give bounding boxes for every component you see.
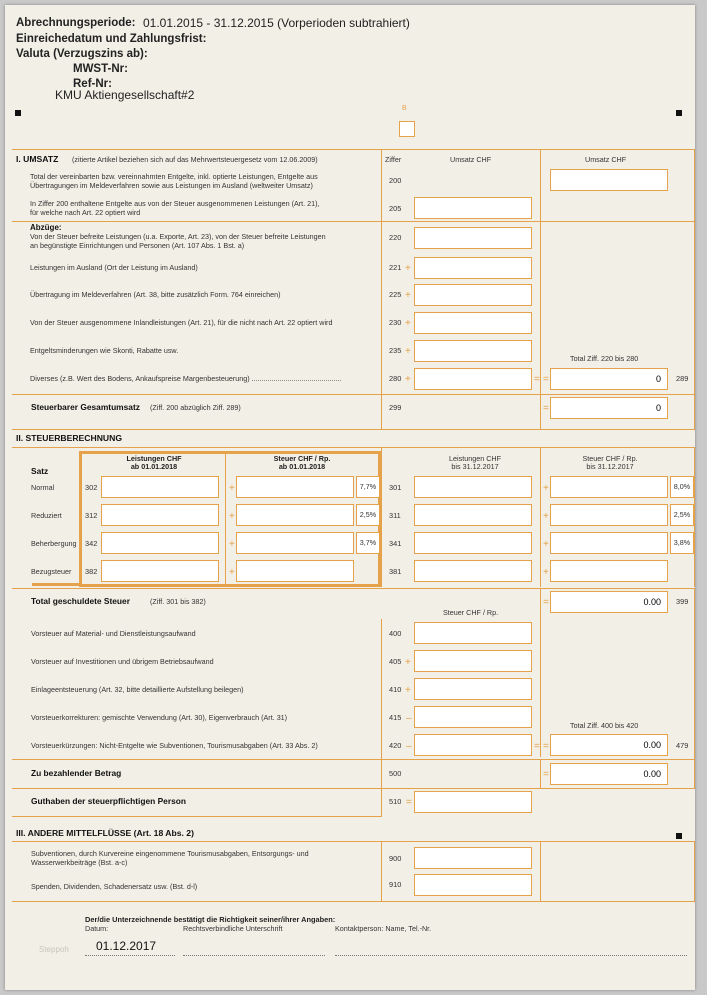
sec1-line-2 — [12, 394, 695, 395]
row-200-text-a: Total der vereinbarten bzw. vereinnahmten Entgelte, inkl. optierte Leistungen, Entgelte aus — [30, 172, 318, 181]
field-420[interactable] — [414, 734, 532, 756]
sec2-title: II. STEUERBERECHNUNG — [16, 433, 122, 443]
sec3-title: III. ANDERE MITTELFLÜSSE (Art. 18 Abs. 2) — [16, 828, 194, 838]
sec2-right-border — [694, 447, 695, 587]
faint-watermark-text: Steppoh — [39, 945, 69, 954]
field-302-tax[interactable] — [236, 476, 354, 498]
row-500-title: Zu bezahlender Betrag — [31, 768, 122, 778]
plus-icon: + — [405, 374, 411, 385]
plus-icon: + — [229, 539, 235, 550]
plus-icon: + — [229, 567, 235, 578]
row-415-text: Vorsteuerkorrekturen: gemischte Verwendung (Art. 30), Eigenverbrauch (Art. 31) — [31, 713, 288, 722]
field-312-tax[interactable] — [236, 504, 354, 526]
new-rates-frame-tail — [32, 583, 82, 586]
company-name: KMU Aktiengesellschaft#2 — [55, 88, 195, 102]
sec2-line-510 — [12, 788, 695, 789]
new-rates-divider — [225, 454, 226, 584]
row-510-title: Guthaben der steuerpflichtigen Person — [31, 796, 186, 806]
registration-mark-left — [15, 110, 21, 116]
field-299[interactable]: 0 — [550, 397, 668, 419]
date-value[interactable]: 01.12.2017 — [96, 939, 157, 953]
col-umsatz-2: Umsatz CHF — [585, 155, 627, 164]
hdr-steuer-2018-b: ab 01.01.2018 — [278, 462, 326, 471]
field-301[interactable] — [414, 476, 532, 498]
code-410: 410 — [389, 685, 402, 694]
plus-icon: + — [405, 346, 411, 357]
plus-icon: + — [405, 657, 411, 668]
rate-342: 3,7% — [356, 532, 380, 554]
code-500: 500 — [389, 769, 402, 778]
plus-icon: + — [405, 685, 411, 696]
code-312: 312 — [85, 511, 98, 520]
field-400[interactable] — [414, 622, 532, 644]
steuer-header: Steuer CHF / Rp. — [443, 608, 499, 617]
unterschrift-label: Rechtsverbindliche Unterschrift — [183, 924, 283, 933]
code-910: 910 — [389, 880, 402, 889]
field-225[interactable] — [414, 284, 532, 306]
rate-312: 2,5% — [356, 504, 380, 526]
row-220-text-b: an begünstigte Einrichtungen und Personen (Art. 107 Abs. 1 Bst. a) — [30, 241, 245, 250]
rate-label-reduziert: Reduziert — [31, 511, 62, 520]
row-200-code: 200 — [389, 176, 402, 185]
plus-icon: + — [543, 511, 549, 522]
minus-icon: – — [406, 713, 412, 724]
field-311-tax[interactable] — [550, 504, 668, 526]
sec3-bottom-line — [12, 901, 695, 902]
code-405: 405 — [389, 657, 402, 666]
row-900-text-a: Subventionen, durch Kurvereine eingenommene Tourismusabgaben, Entsorgungs- und — [31, 849, 309, 858]
sec1-title: I. UMSATZ — [16, 154, 59, 164]
row-420-text: Vorsteuerkürzungen: Nicht-Entgelte wie Subventionen, Tourismusabgaben (Art. 33 Abs. 2) — [31, 741, 318, 750]
sec1-right-border — [694, 149, 695, 430]
sec1-line-1 — [12, 221, 695, 222]
hdr-leistungen-2017-b: bis 31.12.2017 — [451, 462, 499, 471]
row-205-text-a: In Ziffer 200 enthaltene Entgelte aus von der Steuer ausgenommenen Leistungen (Art. 21), — [30, 199, 320, 208]
total-220-280-label: Total Ziff. 220 bis 280 — [570, 354, 639, 363]
row-299-code: 299 — [389, 403, 402, 412]
hdr-leistungen-2018-a: Leistungen CHF — [126, 454, 182, 463]
row-235-code: 235 — [389, 346, 402, 355]
code-399: 399 — [676, 597, 689, 606]
code-900: 900 — [389, 854, 402, 863]
sec2b-right-border — [694, 588, 695, 788]
rate-label-beherbergung: Beherbergung — [31, 539, 77, 548]
plus-icon: + — [405, 263, 411, 274]
hdr-steuer-2017 — [550, 455, 670, 471]
code-302: 302 — [85, 483, 98, 492]
equals-icon: = — [543, 741, 549, 752]
sec1-bottom-line — [12, 429, 695, 430]
datum-label: Datum: — [85, 924, 109, 933]
abzuege-label: Abzüge: — [30, 223, 62, 232]
rate-302: 7,7% — [356, 476, 380, 498]
row-400-text: Vorsteuer auf Material- und Dienstleistungsaufwand — [31, 629, 196, 638]
field-342[interactable] — [101, 532, 219, 554]
hdr-leistungen-2018-b: ab 01.01.2018 — [130, 462, 178, 471]
sec2-500-divider — [540, 759, 541, 788]
code-342: 342 — [85, 539, 98, 548]
field-500[interactable]: 0.00 — [550, 763, 668, 785]
sec3-right-border — [694, 841, 695, 901]
hdr-leistungen-2017 — [415, 455, 535, 471]
date-line — [85, 955, 175, 956]
field-301-tax[interactable] — [550, 476, 668, 498]
field-381-tax[interactable] — [550, 560, 668, 582]
sec2-total-divider — [540, 588, 541, 620]
field-405[interactable] — [414, 650, 532, 672]
hdr-leistungen-2017-a: Leistungen CHF — [449, 454, 501, 463]
row-225-text: Übertragung im Meldeverfahren (Art. 38, bitte zusätzlich Form. 764 einreichen) — [30, 290, 281, 299]
row-289-code: 289 — [676, 374, 689, 383]
contact-line[interactable] — [335, 955, 687, 956]
sec2-line-500 — [12, 759, 695, 760]
row-220-code: 220 — [389, 233, 402, 242]
rate-label-bezugsteuer: Bezugsteuer — [31, 567, 72, 576]
sec2-bottom-line — [12, 816, 382, 817]
field-382[interactable] — [101, 560, 219, 582]
row-900-text-b: Wasserwerkbeiträge (Bst. a-c) — [31, 858, 128, 867]
field-341-tax[interactable] — [550, 532, 668, 554]
sec1-top-line — [12, 149, 695, 150]
sec2-top-line — [12, 447, 695, 448]
field-510[interactable] — [414, 791, 532, 813]
registration-mark-right — [676, 110, 682, 116]
field-399[interactable]: 0.00 — [550, 591, 668, 613]
row-205-code: 205 — [389, 204, 402, 213]
code-415: 415 — [389, 713, 402, 722]
row-280-text: Diverses (z.B. Wert des Bodens, Ankaufspreise Margenbesteuerung) ............................................. — [30, 374, 342, 383]
rate-label-normal: Normal — [31, 483, 55, 492]
tax-form-page — [5, 5, 695, 990]
sec1-divider-1 — [381, 149, 382, 430]
rate-311: 2,5% — [670, 504, 694, 526]
code-301: 301 — [389, 483, 402, 492]
row-221-code: 221 — [389, 263, 402, 272]
row-200-text-b: Übertragungen im Meldeverfahren sowie aus Leistungen im Ausland (weltweiter Umsatz) — [30, 181, 313, 190]
valuta-label: Valuta (Verzugszins ab): — [16, 48, 148, 60]
equals-icon: = — [534, 374, 540, 385]
sec2b-divider-1 — [381, 619, 382, 816]
plus-icon: + — [543, 567, 549, 578]
sec2-divider-1 — [381, 447, 382, 587]
field-235[interactable] — [414, 340, 532, 362]
equals-icon: = — [534, 741, 540, 752]
period-value: 01.01.2015 - 31.12.2015 (Vorperioden subtrahiert) — [143, 16, 410, 30]
sec3-divider-1 — [381, 841, 382, 901]
sec3-divider-2 — [540, 841, 541, 901]
code-341: 341 — [389, 539, 402, 548]
field-479[interactable]: 0.00 — [550, 734, 668, 756]
field-302[interactable] — [101, 476, 219, 498]
equals-icon: = — [543, 374, 549, 385]
satz-label: Satz — [31, 466, 49, 476]
total-tax-note: (Ziff. 301 bis 382) — [150, 597, 206, 606]
field-341[interactable] — [414, 532, 532, 554]
row-225-code: 225 — [389, 290, 402, 299]
confirm-text: Der/die Unterzeichnende bestätigt die Richtigkeit seiner/ihrer Angaben: — [85, 915, 336, 924]
rate-341: 3,8% — [670, 532, 694, 554]
plus-icon: + — [229, 511, 235, 522]
sec2-divider-2 — [540, 447, 541, 587]
row-910-text: Spenden, Dividenden, Schadenersatz usw. (Bst. d-l) — [31, 882, 198, 891]
field-221[interactable] — [414, 257, 532, 279]
sec2b-divider-2 — [540, 619, 541, 757]
equals-icon: = — [543, 597, 549, 608]
field-205[interactable] — [414, 197, 532, 219]
plus-icon: + — [405, 318, 411, 329]
field-311[interactable] — [414, 504, 532, 526]
code-510: 510 — [389, 797, 402, 806]
sec3-top-line — [12, 841, 695, 842]
plus-icon: + — [229, 483, 235, 494]
field-200[interactable] — [550, 169, 668, 191]
field-381[interactable] — [414, 560, 532, 582]
field-382-tax[interactable] — [236, 560, 354, 582]
row-405-text: Vorsteuer auf Investitionen und übrigem Betriebsaufwand — [31, 657, 214, 666]
row-280-code: 280 — [389, 374, 402, 383]
code-400: 400 — [389, 629, 402, 638]
row-299-title: Steuerbarer Gesamtumsatz — [31, 402, 140, 412]
mwst-number-label: MWST-Nr: — [73, 63, 128, 75]
period-label: Abrechnungsperiode: — [16, 17, 136, 29]
hdr-steuer-2018 — [227, 455, 377, 471]
equals-icon: = — [543, 403, 549, 414]
col-umsatz-1: Umsatz CHF — [450, 155, 492, 164]
b-checkbox[interactable] — [399, 121, 415, 137]
registration-mark-sec3 — [676, 833, 682, 839]
row-220-text-a: Von der Steuer befreite Leistungen (u.a. Exporte, Art. 23), von der Steuer befreite Leistungen — [30, 232, 326, 241]
rate-301: 8,0% — [670, 476, 694, 498]
field-312[interactable] — [101, 504, 219, 526]
field-900[interactable] — [414, 847, 532, 869]
equals-icon: = — [406, 797, 412, 808]
kontakt-label: Kontaktperson: Name, Tel.-Nr. — [335, 924, 432, 933]
field-342-tax[interactable] — [236, 532, 354, 554]
minus-icon: – — [406, 741, 412, 752]
code-311: 311 — [389, 511, 401, 520]
col-ziffer: Ziffer — [385, 155, 402, 164]
code-381: 381 — [389, 567, 402, 576]
row-205-text-b: für welche nach Art. 22 optiert wird — [30, 208, 141, 217]
field-220[interactable] — [414, 227, 532, 249]
sec2-total-line — [12, 588, 695, 589]
total-400-420-label: Total Ziff. 400 bis 420 — [570, 721, 639, 730]
ref-number-label: Ref-Nr: — [73, 78, 112, 90]
row-230-text: Von der Steuer ausgenommene Inlandleistungen (Art. 21), für die nicht nach Art. 22 optiert wird — [30, 318, 333, 327]
field-230[interactable] — [414, 312, 532, 334]
row-230-code: 230 — [389, 318, 402, 327]
hdr-steuer-2018-a: Steuer CHF / Rp. — [273, 454, 331, 463]
sec1-divider-2 — [540, 149, 541, 430]
code-479: 479 — [676, 741, 689, 750]
plus-icon: + — [543, 483, 549, 494]
equals-icon: = — [543, 769, 549, 780]
total-tax-title: Total geschuldete Steuer — [31, 596, 130, 606]
field-415[interactable] — [414, 706, 532, 728]
field-289[interactable]: 0 — [550, 368, 668, 390]
row-235-text: Entgeltsminderungen wie Skonti, Rabatte usw. — [30, 346, 179, 355]
code-420: 420 — [389, 741, 402, 750]
row-410-text: Einlageentsteuerung (Art. 32, bitte detaillierte Aufstellung beilegen) — [31, 685, 244, 694]
code-382: 382 — [85, 567, 98, 576]
field-410[interactable] — [414, 678, 532, 700]
hdr-leistungen-2018 — [85, 455, 223, 471]
signature-line[interactable] — [183, 955, 325, 956]
submit-deadline-label: Einreichedatum und Zahlungsfrist: — [16, 33, 207, 45]
plus-icon: + — [405, 290, 411, 301]
plus-icon: + — [543, 539, 549, 550]
hdr-steuer-2017-b: bis 31.12.2017 — [586, 462, 634, 471]
sec1-title-note: (zitierte Artikel beziehen sich auf das Mehrwertsteuergesetz vom 12.06.2009) — [72, 155, 318, 164]
field-910[interactable] — [414, 874, 532, 896]
row-299-note: (Ziff. 200 abzüglich Ziff. 289) — [150, 403, 241, 412]
b-label: B — [402, 105, 407, 112]
row-221-text: Leistungen im Ausland (Ort der Leistung im Ausland) — [30, 263, 198, 272]
field-280[interactable] — [414, 368, 532, 390]
hdr-steuer-2017-a: Steuer CHF / Rp. — [582, 454, 638, 463]
